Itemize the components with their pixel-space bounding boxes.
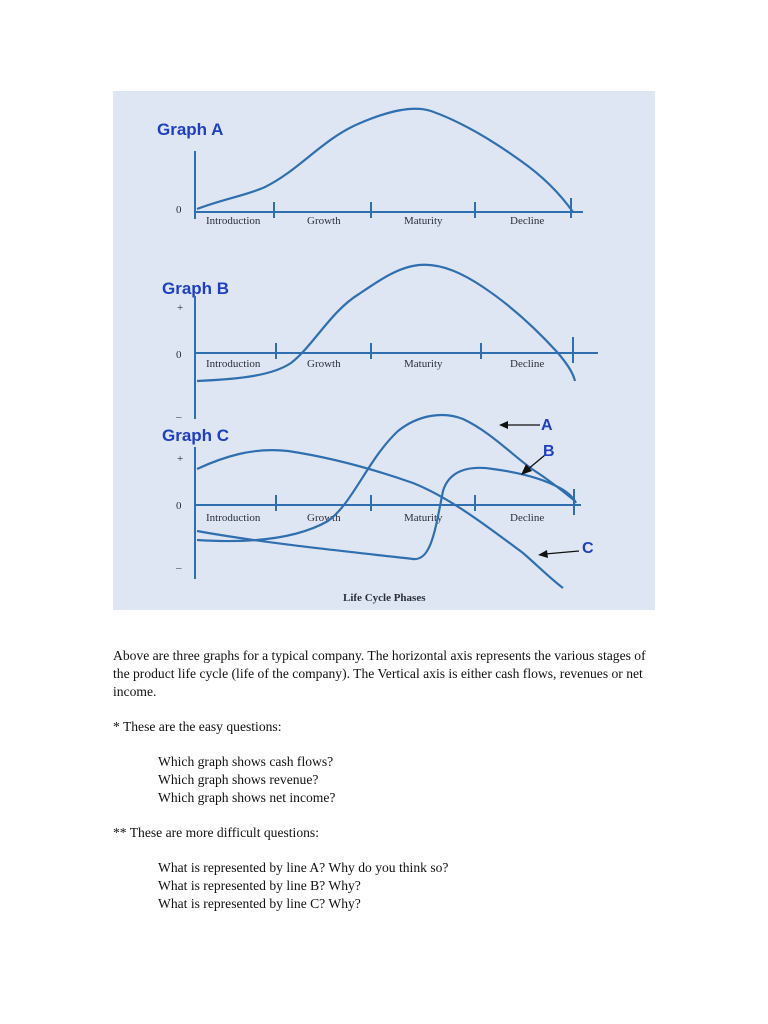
graph-c-phase-growth: Growth: [307, 512, 341, 524]
question-text: [113, 647, 658, 930]
graph-c-phase-decline: Decline: [510, 512, 545, 524]
arrow-c-shaft: [545, 551, 579, 554]
life-cycle-figure: [113, 91, 655, 610]
line-b-label: B: [543, 443, 555, 460]
graph-a-curve: [197, 109, 573, 212]
graph-c-plus-label: +: [177, 453, 184, 465]
life-cycle-graphs: [113, 91, 655, 610]
graph-b-phase-growth: Growth: [307, 358, 341, 370]
graph-c-title: Graph C: [162, 426, 230, 445]
graph-a-phase-growth: Growth: [307, 215, 341, 227]
graph-a-phase-decline: Decline: [510, 215, 545, 227]
graph-a-title: Graph A: [157, 120, 224, 139]
hard-question: What is represented by line C? Why?: [158, 896, 361, 911]
graph-a-phase-introduction: Introduction: [206, 215, 261, 227]
easy-question: Which graph shows cash flows?: [158, 754, 334, 769]
graph-b-phase-maturity: Maturity: [404, 358, 443, 370]
graph-b-phase-decline: Decline: [510, 358, 545, 370]
graph-b-minus-label: –: [176, 411, 182, 423]
graph-a-zero-label: 0: [176, 204, 182, 216]
intro-paragraph: Above are three graphs for a typical company. The horizontal axis represents the various stages of the product life cycle (life of the company). The Vertical axis is either cash flows, revenues or net income.: [113, 648, 646, 699]
hard-question: What is represented by line A? Why do you think so?: [158, 860, 449, 875]
graph-c-minus-label: –: [176, 562, 182, 574]
arrow-a-head: [499, 421, 508, 429]
arrow-c-head: [538, 550, 548, 558]
easy-question: Which graph shows net income?: [158, 790, 336, 805]
graph-c-phase-maturity: Maturity: [404, 512, 443, 524]
x-axis-title: Life Cycle Phases: [343, 592, 426, 604]
graph-a-phase-maturity: Maturity: [404, 215, 443, 227]
hard-question: What is represented by line B? Why?: [158, 878, 361, 893]
easy-question: Which graph shows revenue?: [158, 772, 319, 787]
graph-c-zero-label: 0: [176, 500, 182, 512]
hard-questions-list: [113, 859, 658, 913]
line-c-label: C: [582, 540, 594, 557]
line-a-label: A: [541, 417, 553, 434]
hard-questions-heading: ** These are more difficult questions:: [113, 825, 319, 840]
easy-questions-heading: * These are the easy questions:: [113, 719, 282, 734]
graph-c-phase-introduction: Introduction: [206, 512, 261, 524]
graph-b-plus-label: +: [177, 302, 184, 314]
graph-b-zero-label: 0: [176, 349, 182, 361]
arrow-b-head: [521, 464, 532, 475]
graph-b-title: Graph B: [162, 279, 230, 298]
easy-questions-list: [113, 753, 658, 807]
graph-b-phase-introduction: Introduction: [206, 358, 261, 370]
